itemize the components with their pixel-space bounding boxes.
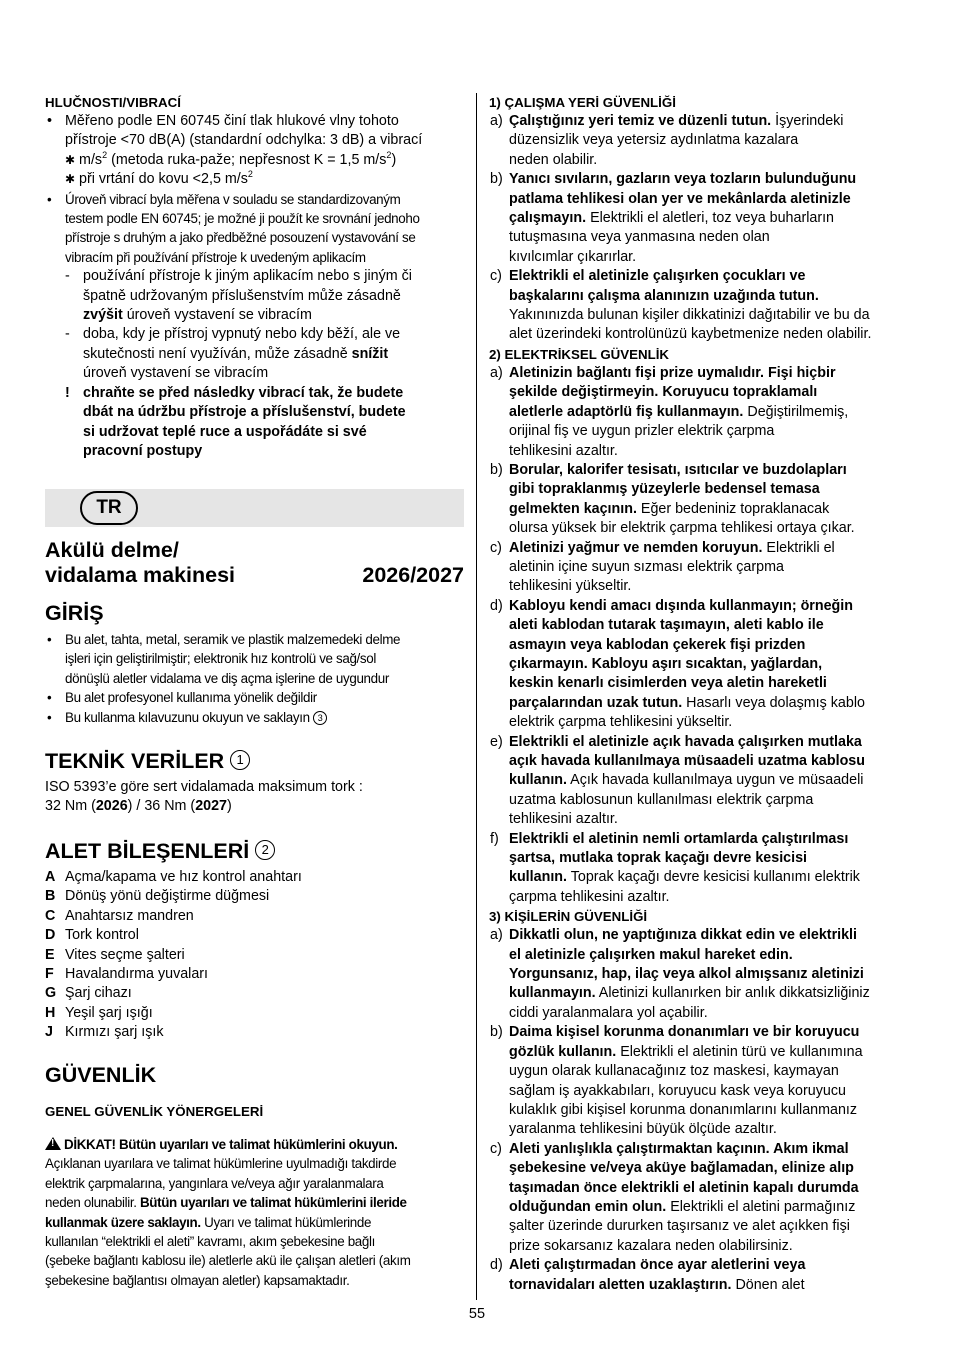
s1-item-b: b) Yanıcı sıvıların, gazların veya tozların bulunduğunu patlama tehlikesi olan yer ve mekânlarda aletinizle çalışmayın. Elektrikli el aletleri, toz veya buharların tutuşmasına veya yanmasına neden olan kıvılcımlar çıkarırlar. bbox=[490, 171, 857, 265]
left-column bbox=[45, 93, 465, 461]
s3-heading: 3) KİŞİLERİN GÜVENLİĞİ bbox=[489, 909, 648, 925]
s2-item-a: a) Aletinizin bağlantı fişi prize uymalıdır. Fişi hiçbir şekilde değiştirmeyin. Koruyucu topraklamalı aletlerle adaptörlü fiş kullanmayın. Değiştirilmemiş, orijinal fiş ve uygun prizler elektrik çarpma tehlikesini azaltır. bbox=[490, 364, 849, 459]
noise-heading: HLUČNOSTI/VIBRACÍ bbox=[45, 95, 181, 110]
component-item: A Açma/kapama ve hız kontrol anahtarı bbox=[45, 869, 302, 885]
s2-item-b: b) Borular, kalorifer tesisatı, ısıtıcılar ve buzdolapları gibi topraklanmış yüzeylerle bedensel temasa gelmekten kaçının. Eğer bedeniniz topraklanacak olursa yüksek bir elektrik çarpma tehlikesi ortaya çıkar. bbox=[490, 461, 855, 537]
components-section bbox=[45, 838, 465, 1043]
s2-item-d: d) Kabloyu kendi amacı dışında kullanmayın; örneğin aleti kablodan tutarak taşımayın, aleti kablo ile asmayın veya kablodan çekerek fişi prizden çıkarmayın. Kabloyu aşırı sıcaktan, yağlardan, keskin kenarlı cisimlerden veya aletin hareketli parçalarından uzak tutun. Hasarlı veya dolaşmış kablo elektrik çarpma tehlikesini yükseltir. bbox=[490, 597, 865, 731]
component-item: F Havalandırma yuvaları bbox=[45, 966, 209, 983]
s3-list bbox=[489, 926, 911, 1295]
intro-section bbox=[45, 600, 465, 727]
model-number: 2026/2027 bbox=[362, 563, 464, 587]
noise-bullet-2: • Úroveň vibrací byla měřena v souladu se standardizovaným testem podle EN 60745; je možné ji použít ke srovnání jednoho přístroje s druhým a jako předběžné posouzení vystavování se vibracím při používání přístroje k uvedeným aplikacím bbox=[45, 190, 465, 268]
title-line-2: vidalama makinesi bbox=[45, 563, 236, 587]
safety-subheading: GENEL GÜVENLİK YÖNERGELERİ bbox=[45, 1104, 264, 1119]
components-heading: ALET BİLEŞENLERİ 2 bbox=[45, 838, 465, 864]
s3-item-a: a) Dikkatli olun, ne yaptığınıza dikkat edin ve elektrikli el aletinizle çalışırken makul hareket edin. Yorgunsanız, hap, ilaç veya alkol almışsanız aletinizi kullanmayın. Aletinizi kullanırken bir anlık dikkatsizliğiniz ciddi yaralanmalara yol açabilir. bbox=[490, 927, 870, 1021]
component-item: B Dönüş yönü değiştirme düğmesi bbox=[45, 888, 270, 905]
s2-list bbox=[489, 364, 911, 907]
asterisk-icon: ✱ bbox=[65, 152, 76, 167]
s3-item-b: b) Daima kişisel korunma donanımları ve bir koruyucu gözlük kullanın. Elektrikli el aletinin türü ve kullanımına uygun olarak kullanacağınız toz maskesi, kaymayan sağlam iş ayakkabıları, koruyucu kask veya koruyucu kulaklık gibi kişisel korunma donanımlarını kullanmanız yaralanma tehlikesini büyük ölçüde azaltır. bbox=[490, 1024, 863, 1138]
component-item: G Şarj cihazı bbox=[45, 985, 132, 1002]
s1-list bbox=[489, 112, 911, 345]
intro-bullet-1: • Bu alet, tahta, metal, seramik ve plastik malzemedeki delme işleri için geliştirilmiştir; elektronik hız kontrolü ve sağ/sol dönüşlü aletler vidalama ve diş açma işlerine de uygundur bbox=[45, 630, 465, 688]
components-list bbox=[45, 868, 465, 1043]
intro-bullets bbox=[45, 630, 465, 727]
figure-ref-icon: 3 bbox=[313, 711, 327, 725]
noise-bullet-1: • Měřeno podle EN 60745 činí tlak hlukové vlny tohoto přístroje <70 dB(A) (standardní odchylka: 3 dB) a vibrací ✱ $m/s^2$ (metoda ruka-paže; nepřesnost K = 1,5 $m/s^2$) ✱ při vrtání do kovu <2,5 $m/s^2$ bbox=[45, 112, 465, 190]
language-bar bbox=[45, 489, 464, 527]
noise-dash-list bbox=[45, 267, 465, 383]
intro-bullet-3: • Bu kullanma kılavuzunu okuyun ve saklayın 3 bbox=[45, 708, 465, 727]
asterisk-icon: ✱ bbox=[65, 172, 76, 187]
figure-ref-icon: 1 bbox=[230, 750, 250, 770]
title-line-1: Akülü delme/ bbox=[45, 538, 179, 562]
exclamation-icon: ! bbox=[65, 384, 70, 401]
s1-heading: 1) ÇALIŞMA YERİ GÜVENLİĞİ bbox=[489, 95, 676, 110]
s2-item-c: c) Aletinizi yağmur ve nemden koruyun. Elektrikli el aletinin içine suyun sızması elektrik çarpma tehlikesini yükseltir. bbox=[490, 539, 835, 595]
figure-ref-icon: 2 bbox=[255, 840, 275, 860]
tech-text: ISO 5393’e göre sert vidalamada maksimum tork : 32 Nm (2026) / 36 Nm (2027) bbox=[45, 779, 363, 815]
s2-item-f: f) Elektrikli el aletinin nemli ortamlarda çalıştırılması şartsa, mutlaka toprak kaçağı devre kesicisi kullanın. Toprak kaçağı devre kesicisi kullanımı elektrik çarpma tehlikesini azaltır. bbox=[490, 830, 860, 905]
s2-item-e: e) Elektrikli el aletinizle açık havada çalışırken mutlaka açık havada kullanılmaya müsaadeli uzatma kablosu kullanın. Açık havada kullanılmaya uygun ve müsaadeli uzatma kablosunun kullanılması elektrik çarpma tehlikesini azaltır. bbox=[490, 733, 865, 828]
noise-dash-1: - používání přístroje k jiným aplikacím nebo s jiným či špatně udržovaným příslušenstvím může zásadně zvýšit úroveň vystavení se vibracím bbox=[45, 267, 465, 325]
component-item: H Yeşil şarj ışığı bbox=[45, 1004, 153, 1021]
safety-heading: GÜVENLİK bbox=[45, 1063, 157, 1087]
component-item: E Vites seçme şalteri bbox=[45, 946, 185, 963]
s3-item-c: c) Aleti yanlışlıkla çalıştırmaktan kaçının. Akım ikmal şebekesine ve/veya aküye bağlamadan, elinize alıp taşımadan önce elektrikli el aletinin kapalı durumda olduğundan emin olun. Elektrikli el aletini parmağınız şalter üzerinde dururken taşırsanız ve alet açıkken fişi prize sokarsanız kazalara neden olabilirsiniz. bbox=[490, 1140, 859, 1254]
column-divider bbox=[476, 93, 477, 1300]
vibration-warning: ! chraňte se před následky vibrací tak, že budete dbát na údržbu přístroje a příslušenství, budete si udržovat teplé ruce a uspořádáte si své pracovní postupy bbox=[65, 384, 406, 459]
tech-section bbox=[45, 748, 465, 817]
s2-heading: 2) ELEKTRİKSEL GÜVENLİK bbox=[489, 346, 670, 362]
component-item: D Tork kontrol bbox=[45, 927, 139, 944]
noise-bullets bbox=[45, 112, 465, 267]
intro-bullet-2: • Bu alet profesyonel kullanıma yönelik değildir bbox=[45, 688, 465, 707]
s1-item-a: a) Çalıştığınız yeri temiz ve düzenli tutun. İşyerindeki düzensizlik veya yetersiz aydınlatma kazalara neden olabilir. bbox=[490, 113, 844, 168]
right-column bbox=[489, 93, 911, 1295]
tech-heading: TEKNİK VERİLER 1 bbox=[45, 748, 465, 774]
product-title bbox=[45, 538, 464, 588]
safety-warning-text: !DİKKAT! Bütün uyarıları ve talimat hükümlerini okuyun. Açıklanan uyarılara ve talimat hükümlerine uyulmadığı takdirde elektrik çarpmalarına, yangınlara ve/veya ağır yaralanmalara neden olunabilir. Bütün uyarıları ve talimat hükümlerini ileride kullanmak üzere saklayın. Uyarı ve talimat hükümlerinde kullanılan “elektrikli el aleti” kavramı, akım şebekesine bağlı (şebeke bağlantı kablosu ile) aletlerle akü ile çalışan aletleri (akım şebekesine bağlantısı olmayan aletler) kapsamaktadır. bbox=[45, 1135, 465, 1290]
s1-item-c: c) Elektrikli el aletinizle çalışırken çocukları ve başkalarını çalışma alanınızın uzağında tutun. Yakınınızda bulunan kişiler dikkatinizi dağıtabilir ve bu da alet üzerindeki kontrolünüzü kaybetmenize neden olabilir. bbox=[490, 268, 872, 343]
component-item: J Kırmızı şarj ışık bbox=[45, 1024, 164, 1041]
component-item: C Anahtarsız mandren bbox=[45, 907, 194, 924]
safety-section bbox=[45, 1062, 465, 1290]
warning-triangle-icon bbox=[45, 1137, 61, 1150]
language-badge: TR bbox=[80, 491, 138, 525]
intro-heading: GİRİŞ bbox=[45, 601, 104, 625]
page-number: 55 bbox=[468, 1306, 486, 1322]
s3-item-d: d) Aleti çalıştırmadan önce ayar aletlerini veya tornavidaları aletten uzaklaştırın. Dönen alet bbox=[490, 1257, 806, 1293]
noise-dash-2: - doba, kdy je přístroj vypnutý nebo kdy běží, ale ve skutečnosti není využíván, může zásadně snížit úroveň vystavení se vibracím bbox=[45, 325, 465, 383]
